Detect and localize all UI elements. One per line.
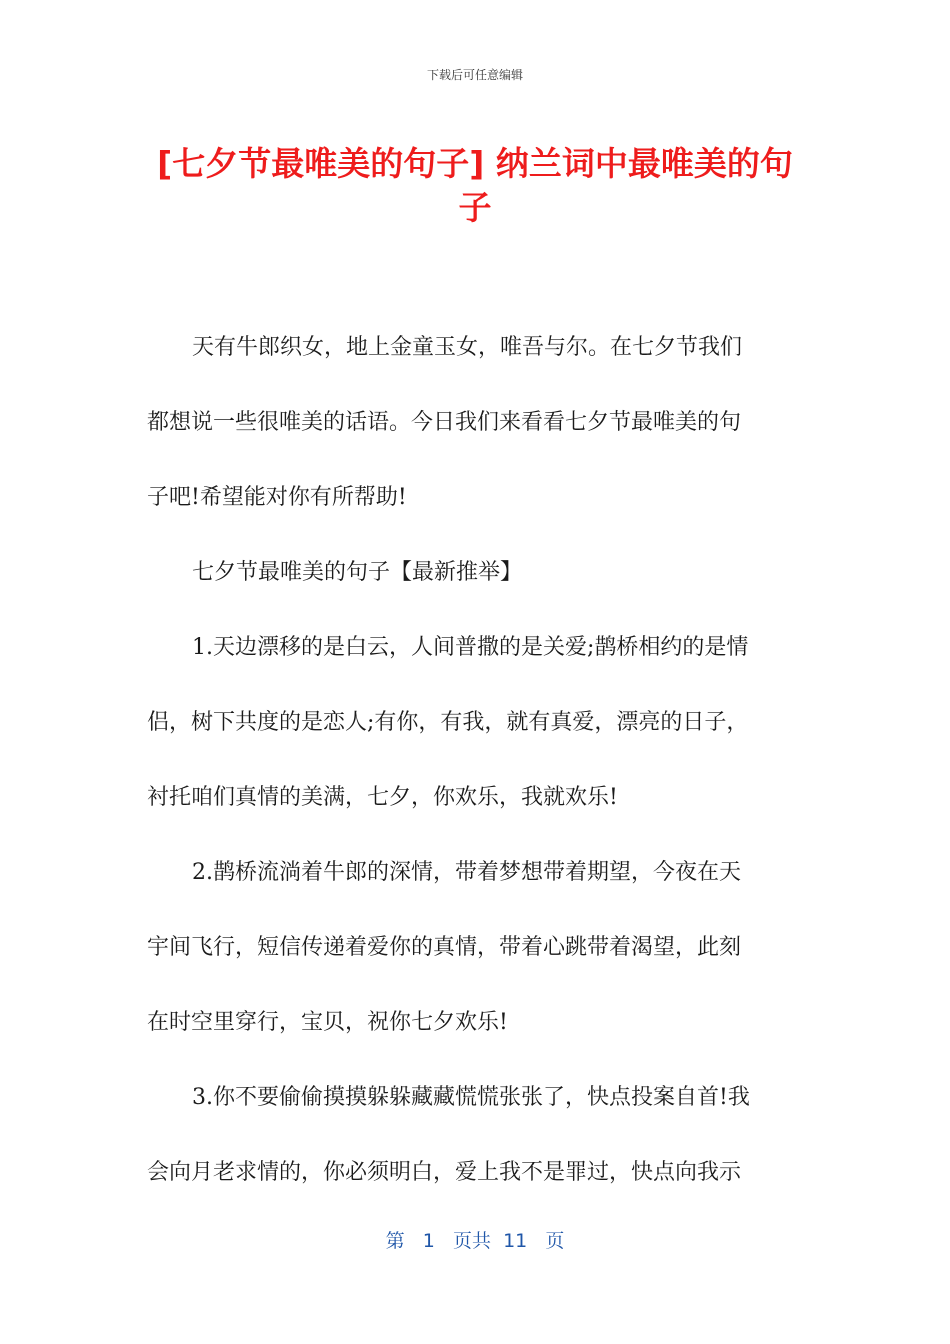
title-line-1: [七夕节最唯美的句子] 纳兰词中最唯美的句 bbox=[157, 144, 793, 183]
footer-prefix: 第 bbox=[385, 1230, 405, 1252]
footer-suffix: 页 bbox=[545, 1230, 565, 1252]
page-title bbox=[125, 142, 825, 230]
page-footer bbox=[0, 1226, 950, 1253]
header-note: 下载后可任意编辑 bbox=[426, 68, 523, 82]
text-line-1: 天有牛郎织女，地上金童玉女，唯吾与尔。在七夕节我们 bbox=[192, 335, 743, 360]
title-line-2: 子 bbox=[458, 188, 492, 227]
text-line-6: 侣，树下共度的是恋人;有你，有我，就有真爱，漂亮的日子， bbox=[147, 710, 749, 735]
text-line-7: 衬托咱们真情的美满，七夕，你欢乐，我就欢乐! bbox=[147, 785, 618, 810]
text-line-8: 2.鹊桥流淌着牛郎的深情，带着梦想带着期望，今夜在天 bbox=[192, 860, 741, 885]
footer-total-pages: 11 bbox=[503, 1230, 528, 1252]
footer-current-page: 1 bbox=[422, 1230, 435, 1252]
text-line-10: 在时空里穿行，宝贝，祝你七夕欢乐! bbox=[147, 1010, 508, 1035]
text-line-2: 都想说一些很唯美的话语。今日我们来看看七夕节最唯美的句 bbox=[147, 410, 742, 435]
text-line-12: 会向月老求情的，你必须明白，爱上我不是罪过，快点向我示 bbox=[147, 1160, 742, 1185]
footer-middle: 页共 bbox=[452, 1230, 491, 1252]
text-line-9: 宇间飞行，短信传递着爱你的真情，带着心跳带着渴望，此刻 bbox=[147, 935, 742, 960]
text-line-5: 1.天边漂移的是白云，人间普撒的是关爱;鹊桥相约的是情 bbox=[192, 635, 749, 660]
text-line-11: 3.你不要偷偷摸摸躲躲藏藏慌慌张张了，快点投案自首!我 bbox=[192, 1085, 750, 1110]
section-heading: 七夕节最唯美的句子【最新推举】 bbox=[192, 560, 523, 585]
text-line-3: 子吧!希望能对你有所帮助! bbox=[147, 485, 407, 510]
